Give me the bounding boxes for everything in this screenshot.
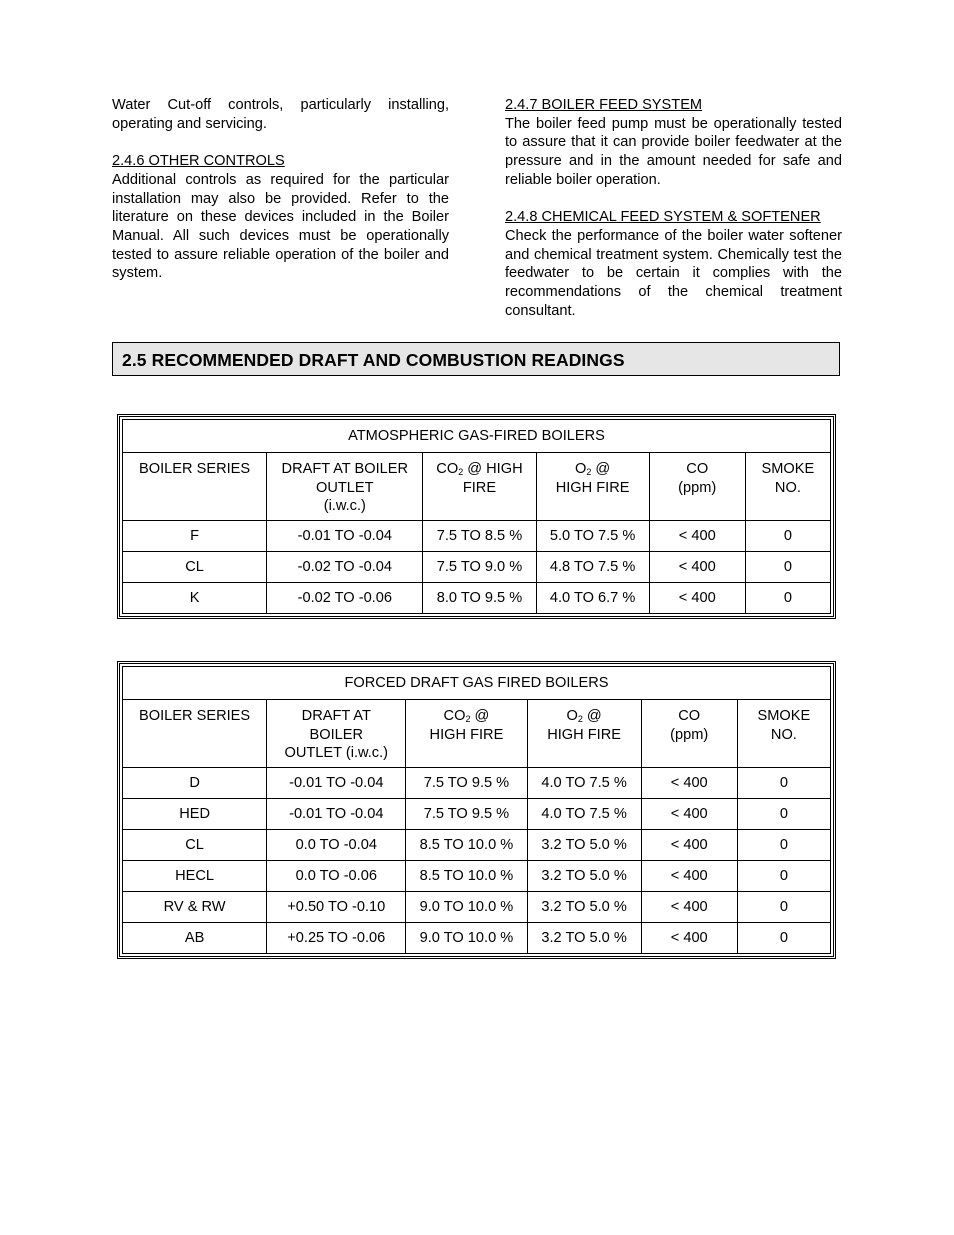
forced-table-title: FORCED DRAFT GAS FIRED BOILERS — [123, 667, 831, 700]
cell-smoke: 0 — [745, 521, 830, 552]
table-row — [123, 923, 831, 954]
section-2-5-title: 2.5 RECOMMENDED DRAFT AND COMBUSTION READINGS — [122, 350, 625, 370]
cell-series: F — [123, 521, 267, 552]
section-2-4-6-heading: 2.4.6 OTHER CONTROLS — [112, 153, 285, 170]
forced-draft-table — [117, 661, 836, 959]
cell-draft: -0.01 TO -0.04 — [267, 799, 406, 830]
cell-co2: 8.5 TO 10.0 % — [406, 830, 527, 861]
cell-smoke: 0 — [745, 583, 830, 614]
cell-smoke: 0 — [737, 861, 830, 892]
cell-co: < 400 — [649, 552, 745, 583]
cell-series: K — [123, 583, 267, 614]
cell-draft: 0.0 TO -0.06 — [267, 861, 406, 892]
cell-co2: 7.5 TO 9.5 % — [406, 768, 527, 799]
header-co2: $CO_2$ @ HIGH FIRE — [406, 700, 527, 768]
cell-series: CL — [123, 552, 267, 583]
cell-smoke: 0 — [737, 923, 830, 954]
cell-o2: 5.0 TO 7.5 % — [536, 521, 649, 552]
cell-o2: 4.8 TO 7.5 % — [536, 552, 649, 583]
header-draft: DRAFT AT BOILER OUTLET (i.w.c.) — [267, 700, 406, 768]
left-column — [112, 96, 449, 283]
cell-co2: 8.5 TO 10.0 % — [406, 861, 527, 892]
cell-co: < 400 — [641, 892, 737, 923]
cell-smoke: 0 — [745, 552, 830, 583]
cell-co: < 400 — [641, 768, 737, 799]
intro-paragraph: Water Cut-off controls, particularly installing, operating and servicing. — [112, 97, 449, 132]
forced-table-header-row — [123, 700, 831, 768]
table-row — [123, 552, 831, 583]
table-row — [123, 861, 831, 892]
cell-co2: 8.0 TO 9.5 % — [423, 583, 536, 614]
section-2-4-6-body: Additional controls as required for the particular installation may also be provided. Refer to the literature on these devices included in the Boiler Manual. All such devices must be operationally tested to assure reliable operation of the boiler and system. — [112, 171, 449, 282]
section-2-4-8-heading: 2.4.8 CHEMICAL FEED SYSTEM & SOFTENER — [505, 209, 821, 226]
cell-co2: 9.0 TO 10.0 % — [406, 923, 527, 954]
cell-o2: 3.2 TO 5.0 % — [527, 892, 641, 923]
cell-draft: -0.02 TO -0.04 — [267, 552, 423, 583]
cell-o2: 3.2 TO 5.0 % — [527, 923, 641, 954]
atmospheric-table — [117, 414, 836, 619]
header-o2: $O_2$ @ HIGH FIRE — [536, 453, 649, 521]
cell-series: AB — [123, 923, 267, 954]
atmospheric-table-title: ATMOSPHERIC GAS-FIRED BOILERS — [123, 420, 831, 453]
table-row — [123, 830, 831, 861]
table-row — [123, 768, 831, 799]
header-co: CO (ppm) — [649, 453, 745, 521]
cell-o2: 3.2 TO 5.0 % — [527, 830, 641, 861]
cell-smoke: 0 — [737, 768, 830, 799]
cell-draft: 0.0 TO -0.04 — [267, 830, 406, 861]
header-co: CO (ppm) — [641, 700, 737, 768]
header-smoke: SMOKE NO. — [737, 700, 830, 768]
cell-co: < 400 — [641, 923, 737, 954]
table-row — [123, 799, 831, 830]
cell-co2: 7.5 TO 9.5 % — [406, 799, 527, 830]
cell-draft: -0.01 TO -0.04 — [267, 768, 406, 799]
cell-series: HED — [123, 799, 267, 830]
header-boiler-series: BOILER SERIES — [123, 700, 267, 768]
cell-series: HECL — [123, 861, 267, 892]
cell-co2: 9.0 TO 10.0 % — [406, 892, 527, 923]
section-2-4-7-heading: 2.4.7 BOILER FEED SYSTEM — [505, 97, 703, 113]
header-boiler-series: BOILER SERIES — [123, 453, 267, 521]
cell-draft: -0.02 TO -0.06 — [267, 583, 423, 614]
header-co2: $CO_2$ @ HIGH FIRE — [423, 453, 536, 521]
cell-smoke: 0 — [737, 830, 830, 861]
cell-draft: -0.01 TO -0.04 — [267, 521, 423, 552]
cell-o2: 4.0 TO 6.7 % — [536, 583, 649, 614]
cell-series: CL — [123, 830, 267, 861]
cell-smoke: 0 — [737, 799, 830, 830]
cell-o2: 3.2 TO 5.0 % — [527, 861, 641, 892]
section-2-4-8-body: Check the performance of the boiler water softener and chemical treatment system. Chemically test the feedwater to be certain it complies with the recommendations of the chemical treatment consultant. — [505, 227, 842, 319]
cell-co2: 7.5 TO 9.0 % — [423, 552, 536, 583]
section-2-5-title-bar — [112, 342, 840, 376]
cell-draft: +0.50 TO -0.10 — [267, 892, 406, 923]
atmospheric-table-header-row — [123, 453, 831, 521]
header-draft: DRAFT AT BOILER OUTLET (i.w.c.) — [267, 453, 423, 521]
cell-co2: 7.5 TO 8.5 % — [423, 521, 536, 552]
table-row — [123, 892, 831, 923]
cell-o2: 4.0 TO 7.5 % — [527, 768, 641, 799]
table-row — [123, 583, 831, 614]
cell-co: < 400 — [649, 583, 745, 614]
cell-series: D — [123, 768, 267, 799]
cell-smoke: 0 — [737, 892, 830, 923]
cell-co: < 400 — [641, 830, 737, 861]
cell-co: < 400 — [649, 521, 745, 552]
header-smoke: SMOKE NO. — [745, 453, 830, 521]
cell-draft: +0.25 TO -0.06 — [267, 923, 406, 954]
table-row — [123, 521, 831, 552]
cell-series: RV & RW — [123, 892, 267, 923]
section-2-4-7-body: The boiler feed pump must be operationally tested to assure that it can provide boiler feedwater at the pressure and in the amount needed for safe and reliable boiler operation. — [505, 115, 842, 188]
cell-co: < 400 — [641, 861, 737, 892]
cell-o2: 4.0 TO 7.5 % — [527, 799, 641, 830]
header-o2: $O_2$ @ HIGH FIRE — [527, 700, 641, 768]
cell-co: < 400 — [641, 799, 737, 830]
right-column — [505, 96, 842, 320]
